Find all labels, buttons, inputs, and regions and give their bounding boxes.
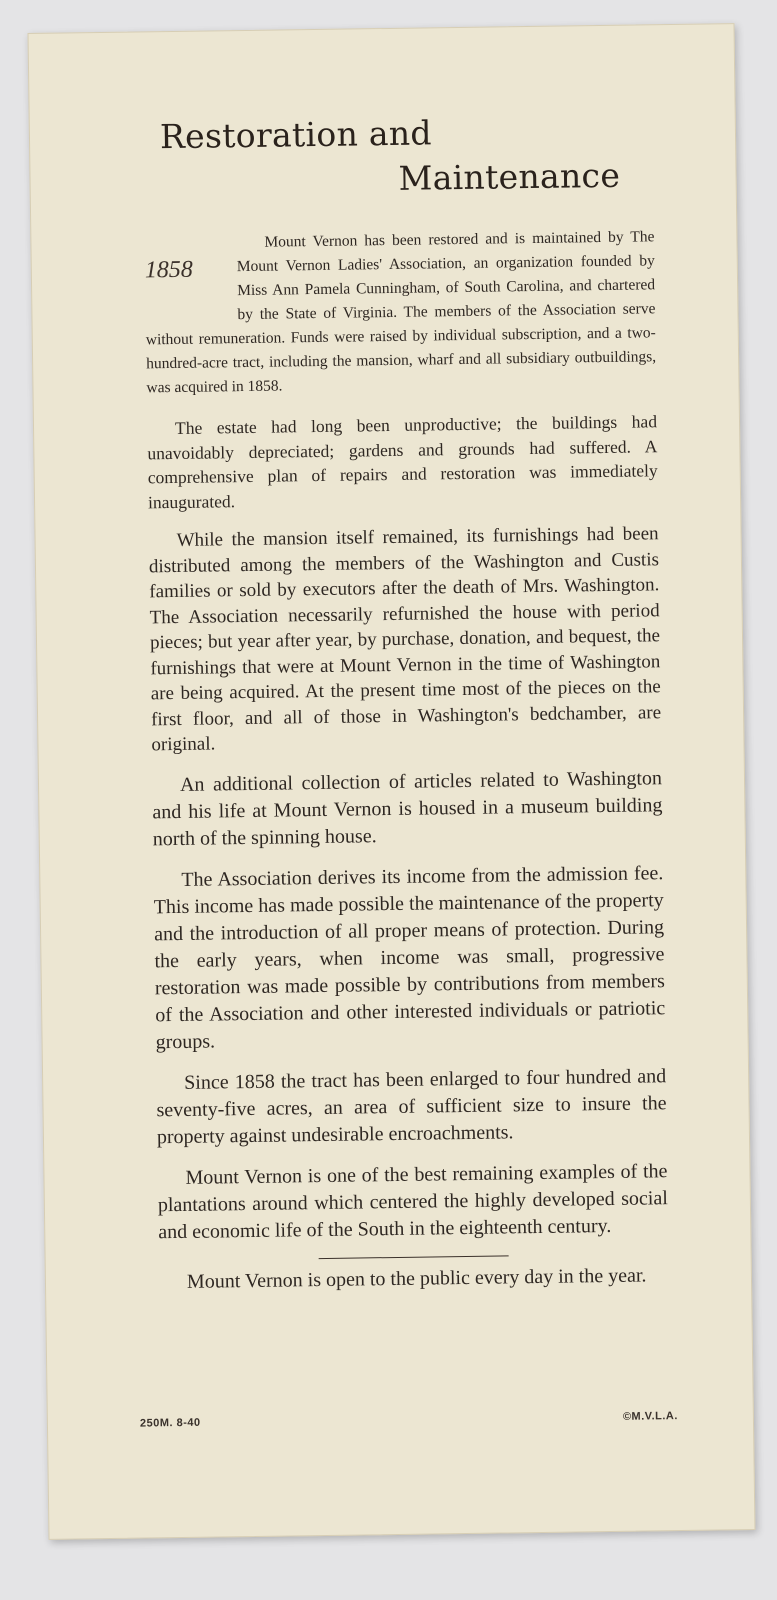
margin-year: 1858 [144,256,194,284]
copyright-mark: ©M.V.L.A. [622,1410,678,1423]
paragraph-3: While the mansion itself remained, its furnishings had been distributed among the members of the Washington and Custis families or sold by executors after the death of Mrs. Washington. The Association necessarily refurnished the house with period pieces; but year after year, by purchase, donation, and bequest, the furnishings that were at Mount Vernon in the time of Washington are being acquired. At the present time most of the pieces on the first floor, and all of those in Washington's bedchamber, are original. [148,523,662,756]
paragraph-1 [144,225,656,400]
title-line-1: Restoration and [159,113,433,157]
section-divider [319,1255,509,1259]
paragraph-2: The estate had long been unproductive; the buildings had unavoidably depreciated; gardens and grounds had suffered. A comprehensive plan of repairs and restoration was immediately inaugurated. [147,411,658,512]
title-line-2: Maintenance [398,155,621,198]
paragraph-5: The Association derives its income from the admission fee. This income has made possible the maintenance of the property and the introduction of all proper means of protection. During the early years, when income was small, progressive restoration was made possible by contributions from members of the Association and other interested individuals or patriotic groups. [153,861,666,1053]
body-text [144,225,669,1296]
paragraph-7: Mount Vernon is one of the best remaining examples of the plantations around which centered the highly developed social and economic life of the South in the eighteenth century. [157,1159,668,1243]
pamphlet-page [28,23,756,1540]
paragraph-4: An additional collection of articles related to Washington and his life at Mount Vernon is housed in a museum building north of the spinning house. [152,766,663,850]
paragraph-6: Since 1858 the tract has been enlarged to four hundred and seventy-five acres, an area of sufficient size to insure the property against undesirable encroachments. [156,1064,667,1148]
closing-paragraph: Mount Vernon is open to the public every day in the year. [186,1263,647,1293]
print-code: 250M. 8-40 [139,1416,201,1430]
paragraph-1-text: Mount Vernon has been restored and is maintained by The Mount Vernon Ladies' Association, an organization founded by Miss Ann Pamela Cunningham, of South Carolina, and chartered by the State of Virginia. The members of the Association serve without remuneration. Funds were raised by individual subscription, and a two-hundred-acre tract, including the mansion, wharf and all subsidiary outbuildings, was acquired in 1858. [145,228,657,397]
